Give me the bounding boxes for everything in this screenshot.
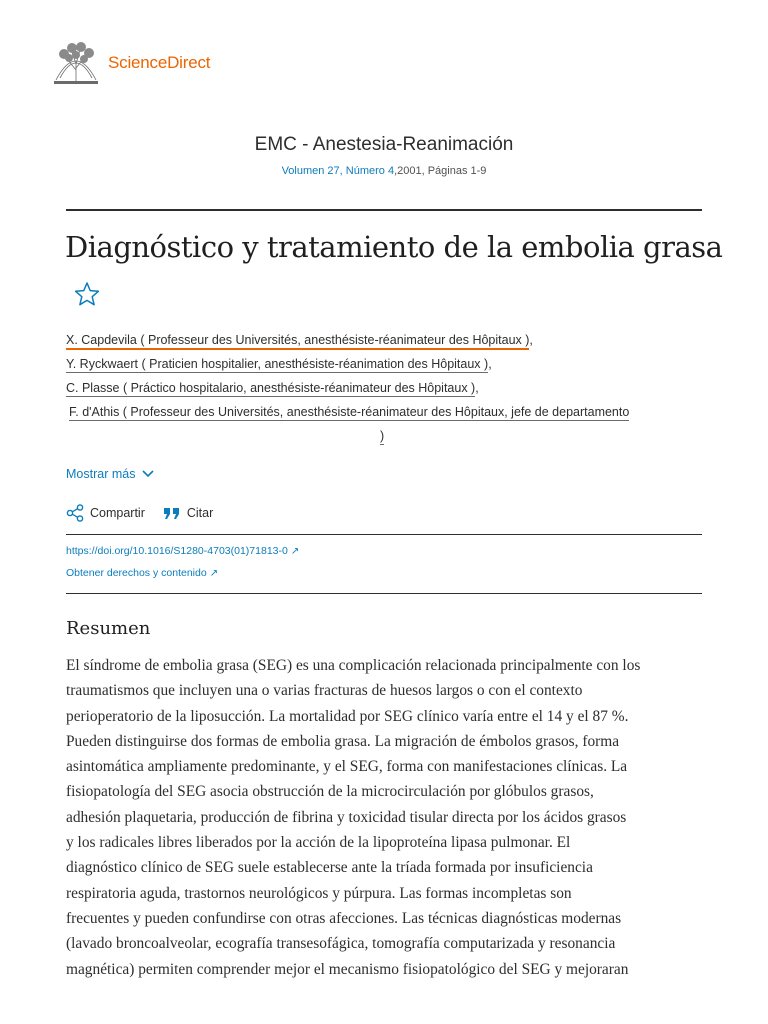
share-label: Compartir xyxy=(90,506,145,520)
show-more-button[interactable] xyxy=(66,467,155,481)
author-link[interactable]: F. d'Athis ( Professeur des Universités, anesthésiste-réanimateur des Hôpitaux, jefe de departamento xyxy=(69,405,630,419)
author-link[interactable]: X. Capdevila ( Professeur des Universités, anesthésiste-réanimateur des Hôpitaux ) xyxy=(66,333,529,350)
external-link-icon: ↗ xyxy=(209,568,219,579)
abstract-line: asintomática ampliamente predominante, y el SEG, forma con manifestaciones clínicas. La xyxy=(66,758,628,776)
abstract-line: respiratoria aguda, trastornos neurológicos y púrpura. Las formas incompletas son xyxy=(66,884,572,902)
abstract-line: diagnóstico clínico de SEG suele establecerse ante la tríada formada por insuficiencia xyxy=(66,859,593,877)
quote-icon xyxy=(163,506,181,520)
article-actions xyxy=(66,504,213,522)
abstract-line: fisiopatología del SEG asocia obstrucción de la microcirculación por glóbulos grasos, xyxy=(66,783,594,801)
chevron-down-icon xyxy=(141,469,155,479)
doi-link[interactable]: https://doi.org/10.1016/S1280-4703(01)71813-0 ↗ xyxy=(66,545,300,557)
abstract-line: (lavado broncoalveolar, ecografía transesofágica, tomografía computarizada y resonancia xyxy=(66,935,616,953)
sciencedirect-logo[interactable] xyxy=(50,40,210,86)
rights-link[interactable]: Obtener derechos y contenido ↗ xyxy=(66,567,219,579)
abstract-line: traumatismos que incluyen una o varias fracturas de huesos largos o con el contexto xyxy=(66,682,583,700)
share-icon xyxy=(66,504,84,522)
show-more-label: Mostrar más xyxy=(66,467,136,481)
article-title: Diagnóstico y tratamiento de la embolia grasa xyxy=(65,230,723,264)
author-link[interactable]: ) xyxy=(380,429,385,443)
author-link[interactable]: C. Plasse ( Práctico hospitalario, anesthésiste-réanimateur des Hôpitaux ) xyxy=(66,381,476,395)
cite-label: Citar xyxy=(186,506,214,520)
abstract-line: adhesión plaquetaria, producción de fibrina y toxicidad tisular directa por los ácidos grasos xyxy=(66,808,627,826)
star-outline-icon[interactable] xyxy=(74,281,100,307)
issue-info xyxy=(0,165,768,177)
issue-details: ,2001, Páginas 1-9 xyxy=(394,165,487,177)
abstract-line: frecuentes y pueden confundirse con otras afecciones. Las técnicas diagnósticas modernas xyxy=(66,909,622,927)
logo-text: ScienceDirect xyxy=(108,53,211,72)
abstract-line: Pueden distinguirse dos formas de embolia grasa. La migración de émbolos grasos, forma xyxy=(66,732,620,750)
divider-bottom xyxy=(66,593,702,594)
divider-top xyxy=(66,209,702,211)
journal-title[interactable]: EMC - Anestesia-Reanimación xyxy=(254,134,514,155)
author-item[interactable]: Y. Ryckwaert ( Praticien hospitalier, anesthésiste-réanimation des Hôpitaux ), xyxy=(66,357,492,371)
author-link[interactable]: Y. Ryckwaert ( Praticien hospitalier, anesthésiste-réanimation des Hôpitaux ) xyxy=(66,357,489,371)
abstract-heading: Resumen xyxy=(66,618,151,639)
abstract-line: y los radicales libres liberados por la acción de la lipoproteína lipasa pulmonar. El xyxy=(66,834,571,852)
abstract-line: perioperatorio de la liposucción. La mortalidad por SEG clínico varía entre el 14 y el 87 %. xyxy=(66,707,629,725)
volume-issue-link[interactable]: Volumen 27, Número 4 xyxy=(281,165,395,177)
abstract-line: El síndrome de embolia grasa (SEG) es una complicación relacionada principalmente con los xyxy=(66,657,641,674)
elsevier-tree-icon xyxy=(50,40,102,86)
abstract-line: magnética) permiten comprender mejor el mecanismo fisiopatológico del SEG y mejoraran xyxy=(66,960,629,978)
author-item-continuation[interactable] xyxy=(380,429,384,443)
cite-button[interactable] xyxy=(163,506,213,520)
author-item[interactable] xyxy=(69,405,629,419)
external-link-icon: ↗ xyxy=(290,546,300,557)
divider-mid xyxy=(66,534,702,535)
share-button[interactable] xyxy=(66,504,145,522)
abstract-body xyxy=(66,653,706,982)
author-item[interactable]: X. Capdevila ( Professeur des Universités, anesthésiste-réanimateur des Hôpitaux ), xyxy=(66,333,533,347)
author-item[interactable]: C. Plasse ( Práctico hospitalario, anesthésiste-réanimateur des Hôpitaux ), xyxy=(66,381,479,395)
